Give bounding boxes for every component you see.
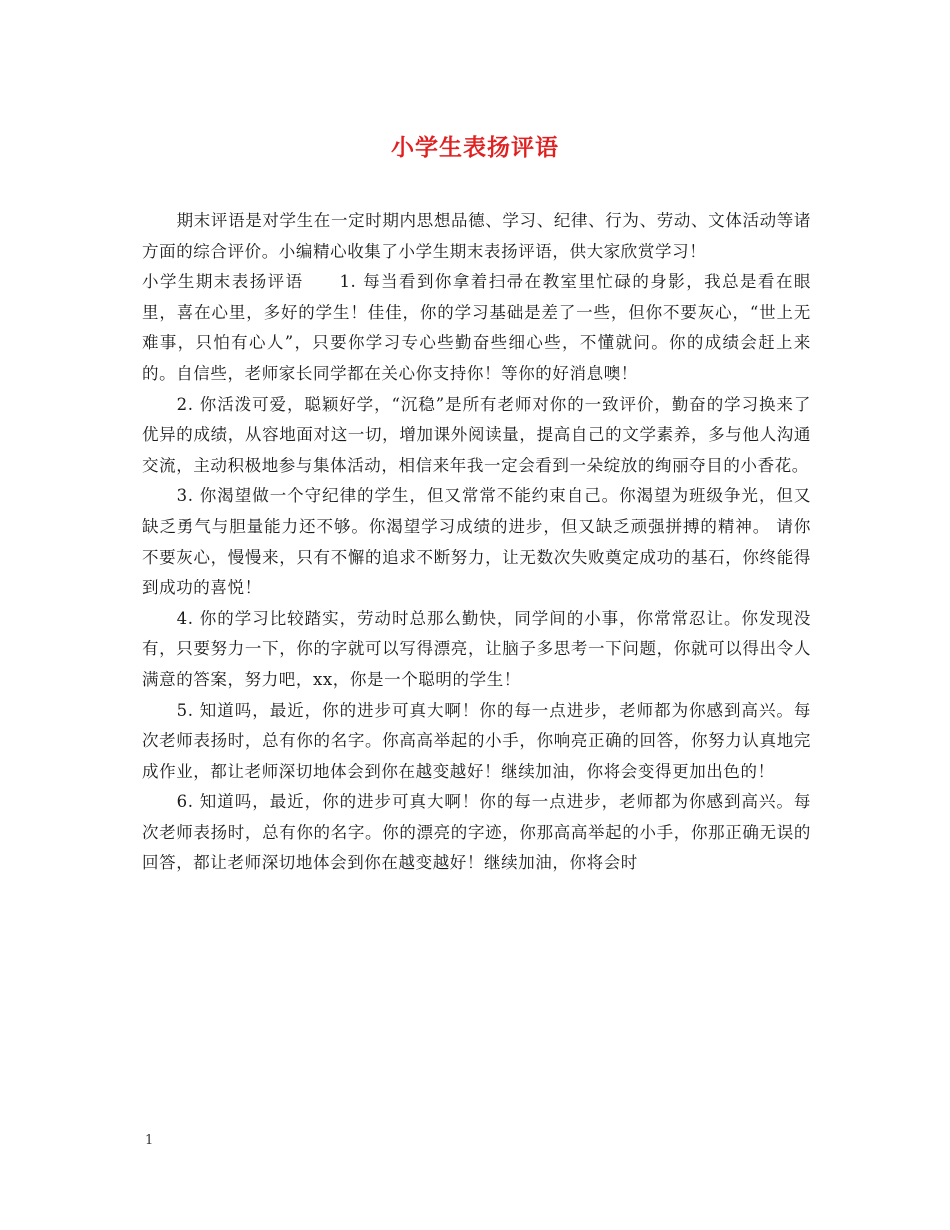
page-number: 1 xyxy=(145,1133,154,1148)
comment-paragraph-6: 6. 知道吗，最近，你的进步可真大啊！你的每一点进步，老师都为你感到高兴。每次老师表扬时，总有你的名字。你的漂亮的字迹，你那高高举起的小手，你那正确无误的回答，都让老师深切地体会到你在越变越好！继续加油，你将会时 xyxy=(142,792,811,873)
comment-paragraph-5: 5. 知道吗，最近，你的进步可真大啊！你的每一点进步，老师都为你感到高兴。每次老师表扬时，总有你的名字。你高高举起的小手，你响亮正确的回答，你努力认真地完成作业，都让老师深切地体会到你在越变越好！继续加油，你将会变得更加出色的！ xyxy=(142,700,811,781)
intro-paragraph: 期末评语是对学生在一定时期内思想品德、学习、纪律、行为、劳动、文体活动等诸方面的综合评价。小编精心收集了小学生期末表扬评语，供大家欣赏学习！ xyxy=(142,211,811,261)
comment-paragraph-4: 4. 你的学习比较踏实，劳动时总那么勤快，同学间的小事，你常常忍让。你发现没有，只要努力一下，你的字就可以写得漂亮，让脑子多思考一下问题，你就可以得出令人满意的答案，努力吧，xx，你是一个聪明的学生！ xyxy=(142,608,811,689)
document-title: 小学生表扬评语 xyxy=(391,134,559,161)
comment-paragraph-2: 2. 你活泼可爱，聪颖好学，“沉稳”是所有老师对你的一致评价，勤奋的学习换来了优异的成绩，从容地面对这一切，增加课外阅读量，提高自己的文学素养，多与他人沟通交流，主动积极地参与集体活动，相信来年我一定会看到一朵绽放的绚丽夺目的小香花。 xyxy=(142,394,811,475)
comment-paragraph-1: 小学生期末表扬评语 1. 每当看到你拿着扫帚在教室里忙碌的身影，我总是看在眼里，喜在心里，多好的学生！佳佳，你的学习基础是差了一些，但你不要灰心，“世上无难事，只怕有心人”，只要你学习专心些勤奋些细心些，不懂就问。你的成绩会赶上来的。自信些，老师家长同学都在关心你支持你！等你的好消息噢！ xyxy=(142,272,811,383)
comment-paragraph-3: 3. 你渴望做一个守纪律的学生，但又常常不能约束自己。你渴望为班级争光，但又缺乏勇气与胆量能力还不够。你渴望学习成绩的进步，但又缺乏顽强拼搏的精神。 请你不要灰心，慢慢来，只有不懈的追求不断努力，让无数次失败奠定成功的基石，你终能得到成功的喜悦！ xyxy=(142,486,811,598)
document-body xyxy=(142,206,811,879)
